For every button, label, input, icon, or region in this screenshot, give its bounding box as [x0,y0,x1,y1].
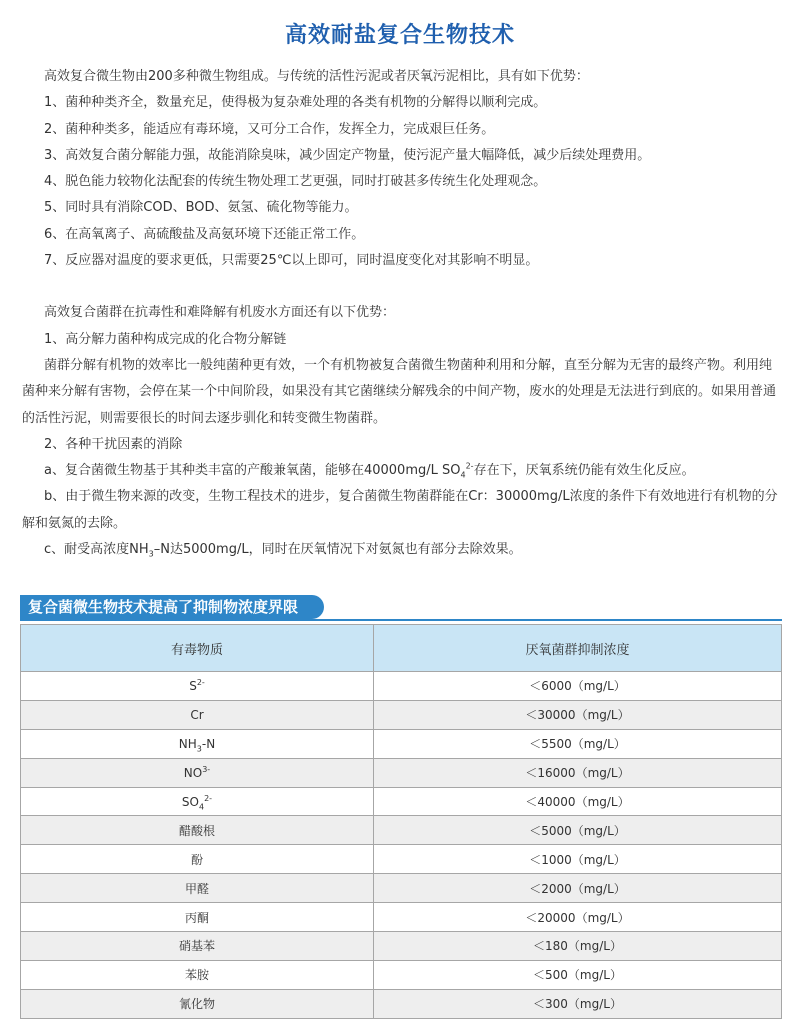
section-divider [20,619,782,621]
substance-superscript: 2- [204,793,213,803]
substance-cell [21,787,374,816]
substance-name: S [189,678,197,693]
substance-cell [21,932,374,961]
substance-cell [21,903,374,932]
substance-cell [21,816,374,845]
advantage-item: 5、同时具有消除COD、BOD、氨氢、硫化物等能力。 [44,200,358,216]
advantage-item: 3、高效复合菌分解能力强，故能消除臭味，减少固定产物量，使污泥产量大幅降低，减少后续处理费用。 [44,147,651,163]
limit-cell: ＜6000（mg/L） [374,672,782,701]
section2-item1-text: 菌群分解有机物的效率比一般纯菌种更有效，一个有机物被复合菌微生物菌种利用和分解，直至分解为无害的最终产物。利用纯菌种来分解有害物，会停在某一个中间阶段，如果没有其它菌继续分解残余的中间产物，废水的处理是无法进行到底的。如果用普通的活性污泥，则需要很长的时间去逐步驯化和转变微生物菌群。 [22,357,777,426]
limit-cell: ＜2000（mg/L） [374,874,782,903]
section2-item2a [22,458,782,484]
substance-name: 甲醛 [184,881,209,896]
page-title: 高效耐盐复合生物技术 [284,23,515,48]
limit-cell: ＜500（mg/L） [374,960,782,989]
item2a-superscript: 2- [465,461,474,471]
substance-suffix: -N [201,736,216,751]
item2a-text: a、复合菌微生物基于其种类丰富的产酸兼氧菌，能够在40000mg/L SO [44,463,461,479]
paragraph-gap [22,274,782,300]
table-row [21,960,782,989]
limit-cell: ＜300（mg/L） [374,989,782,1018]
limit-cell: ＜5000（mg/L） [374,816,782,845]
substance-cell [21,758,374,787]
advantage-item: 7、反应器对温度的要求更低，只需要25℃以上即可，同时温度变化对其影响不明显。 [44,253,539,269]
substance-subscript: 4 [198,801,205,811]
substance-cell [21,700,374,729]
substance-name: 氰化物 [178,997,215,1012]
substance-name: Cr [190,707,204,722]
substance-cell [21,845,374,874]
header-substance: 有毒物质 [21,625,374,672]
advantage-item: 6、在高氧离子、高硫酸盐及高氨环境下还能正常工作。 [44,226,365,242]
table-row [21,758,782,787]
limit-cell: ＜1000（mg/L） [374,845,782,874]
limit-cell: ＜20000（mg/L） [374,903,782,932]
table-row [21,729,782,758]
substance-superscript: 3- [202,764,211,774]
substance-name: SO [181,794,199,809]
table-row [21,989,782,1018]
item2c-text-end: –N达5000mg/L，同时在厌氧情况下对氨氮也有部分去除效果。 [153,542,522,558]
substance-name: NO [183,765,203,780]
advantage-item: 2、菌种种类多，能适应有毒环境，又可分工合作，发挥全力，完成艰巨任务。 [44,121,495,137]
substance-name: 丙酮 [184,910,209,925]
section2-item2c [22,537,782,563]
table-row [21,672,782,701]
item2c-subscript: 3 [148,549,154,559]
substance-cell [21,672,374,701]
substance-subscript: 3 [196,744,202,754]
section2-item2b: b、由于微生物来源的改变，生物工程技术的进步，复合菌微生物菌群能在Cr：30000mg/L浓度的条件下有效地进行有机物的分解和氨氮的去除。 [22,489,778,531]
advantage-item: 4、脱色能力较物化法配套的传统生物处理工艺更强，同时打破甚多传统生化处理观念。 [44,174,547,190]
table-row [21,787,782,816]
substance-name: 醋酸根 [178,823,215,838]
limit-cell: ＜5500（mg/L） [374,729,782,758]
substance-cell [21,960,374,989]
section2-intro: 高效复合菌群在抗毒性和难降解有机废水方面还有以下优势： [44,305,396,321]
table-row [21,816,782,845]
table-row [21,845,782,874]
substance-name: 硝基苯 [178,939,215,954]
table-row [21,932,782,961]
section2-item1-heading: 1、高分解力菌种构成完成的化合物分解链 [44,331,287,347]
limit-cell: ＜180（mg/L） [374,932,782,961]
limit-cell: ＜40000（mg/L） [374,787,782,816]
substance-cell [21,989,374,1018]
section2-item2-heading: 2、各种干扰因素的消除 [44,436,183,452]
body-text [22,64,782,563]
substance-cell [21,729,374,758]
header-limit: 厌氧菌群抑制浓度 [374,625,782,672]
inhibition-table [20,624,782,1019]
item2a-text-end: 存在下，厌氧系统仍能有效生化反应。 [473,463,695,479]
item2c-text: c、耐受高浓度NH [44,542,149,558]
table-row [21,874,782,903]
table-row [21,903,782,932]
limit-cell: ＜16000（mg/L） [374,758,782,787]
item2a-subscript: 4 [460,470,466,480]
limit-cell: ＜30000（mg/L） [374,700,782,729]
advantage-item: 1、菌种种类齐全，数量充足，使得极为复杂难处理的各类有机物的分解得以顺利完成。 [44,95,547,111]
table-section-title: 复合菌微生物技术提高了抑制物浓度界限 [20,595,324,619]
substance-name: NH [178,736,197,751]
substance-name: 苯胺 [184,968,209,983]
intro-paragraph: 高效复合微生物由200多种微生物组成。与传统的活性污泥或者厌氧污泥相比，具有如下优势： [44,69,589,84]
substance-superscript: 2- [196,677,205,687]
substance-name: 酚 [190,852,203,867]
table-header-row [21,625,782,672]
substance-cell [21,874,374,903]
table-row [21,700,782,729]
